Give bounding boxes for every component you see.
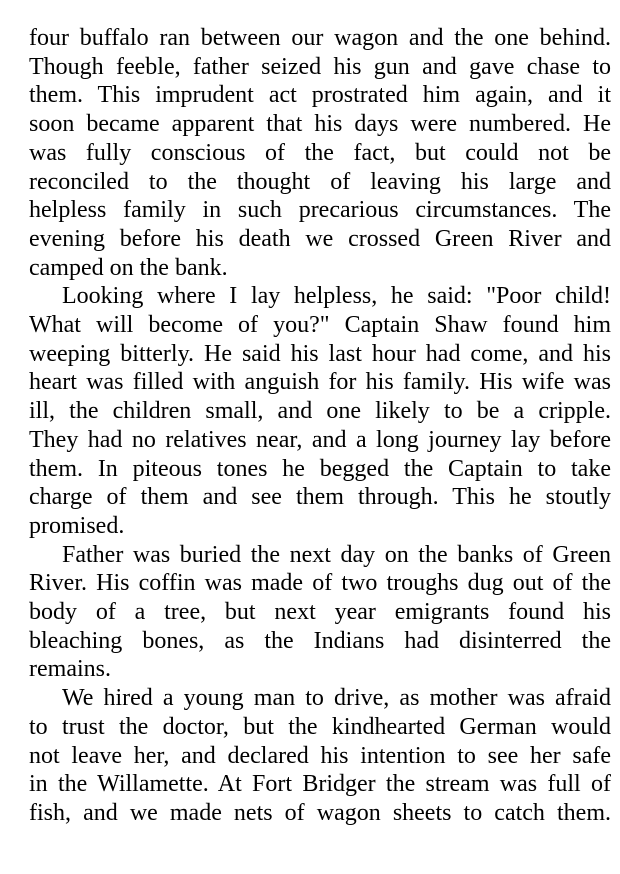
text-line: evening before his death we crossed Green River and: [29, 225, 611, 252]
text-line: bleaching bones, as the Indians had disinterred the: [29, 627, 611, 654]
text-line: reconciled to the thought of leaving his large and: [29, 168, 611, 195]
text-line: They had no relatives near, and a long journey lay before: [29, 426, 611, 453]
text-line: We hired a young man to drive, as mother was afraid: [62, 685, 611, 712]
text-line: in the Willamette. At Fort Bridger the stream was full of: [29, 771, 611, 798]
paragraph: [29, 684, 611, 828]
text-line: promised.: [29, 512, 125, 539]
text-line: not leave her, and declared his intention to see her safe: [29, 742, 611, 769]
text-line: ill, the children small, and one likely to be a cripple.: [29, 398, 611, 425]
text-line: them. This imprudent act prostrated him again, and it: [29, 82, 611, 109]
page-text: [29, 24, 611, 828]
text-line: What will become of you?" Captain Shaw found him: [29, 312, 611, 339]
text-line: heart was filled with anguish for his family. His wife was: [29, 369, 611, 396]
text-line: weeping bitterly. He said his last hour had come, and his: [29, 340, 611, 367]
text-line: Though feeble, father seized his gun and gave chase to: [29, 53, 611, 80]
text-line: Looking where I lay helpless, he said: "Poor child!: [62, 283, 611, 310]
paragraph: [29, 24, 611, 282]
text-line: remains.: [29, 656, 111, 683]
text-line: four buffalo ran between our wagon and the one behind.: [29, 25, 611, 51]
text-line: body of a tree, but next year emigrants found his: [29, 599, 611, 626]
text-line: River. His coffin was made of two troughs dug out of the: [29, 570, 611, 597]
text-line: helpless family in such precarious circumstances. The: [29, 197, 611, 224]
text-line: to trust the doctor, but the kindhearted German would: [29, 713, 611, 740]
text-line: them. In piteous tones he begged the Captain to take: [29, 455, 611, 482]
text-line: fish, and we made nets of wagon sheets to catch them.: [29, 799, 611, 826]
paragraph: [29, 282, 611, 540]
text-line: camped on the bank.: [29, 254, 228, 281]
text-line: was fully conscious of the fact, but could not be: [29, 139, 611, 166]
paragraph: [29, 541, 611, 685]
text-line: charge of them and see them through. This he stoutly: [29, 484, 611, 511]
text-line: soon became apparent that his days were numbered. He: [29, 111, 611, 138]
text-line: Father was buried the next day on the banks of Green: [62, 541, 611, 568]
